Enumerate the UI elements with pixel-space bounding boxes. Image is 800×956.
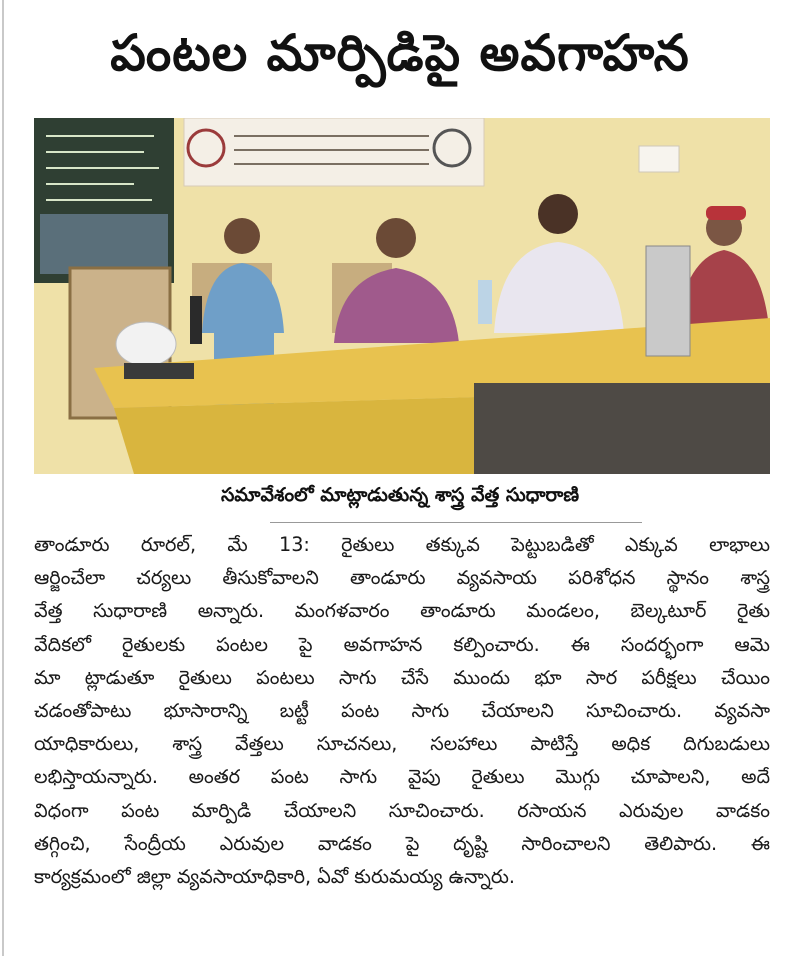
laptop <box>124 363 194 379</box>
article-line: తాండూరు రూరల్, మే 13: రైతులు తక్కువ పెట్టుబడితో ఎక్కువ లాభాలు <box>34 533 770 556</box>
headline: పంటల మార్పిడిపై అవగాహన <box>110 24 690 82</box>
article-line: లభిస్తాయన్నారు. అంతర పంట సాగు వైపు రైతులు మొగ్గు చూపాలని, అదే <box>34 765 770 789</box>
banner <box>184 118 484 186</box>
under-table-shadow <box>474 383 770 474</box>
article-line: వేదికలో రైతులకు పంటల పై అవగాహన కల్పించారు. ఈ సందర్భంగా ఆమె <box>34 632 770 656</box>
article-line: విధంగా పంట మార్పిడి చేయాలని సూచించారు. రసాయన ఎరువుల వాడకం <box>34 798 770 822</box>
article-line: కార్యక్రమంలో జిల్లా వ్యవసాయాధికారి, ఏవో కురుమయ్య ఉన్నారు. <box>34 865 515 889</box>
page-edge-rule <box>2 0 4 956</box>
article-line: మా ట్లాడుతూ రైతులు పంటలు సాగు చేసే ముందు భూ సార పరీక్షలు చేయిం <box>34 665 770 689</box>
wall-switch <box>639 146 679 172</box>
article-line: యాధికారులు, శాస్త్ర వేత్తలు సూచనలు, సలహాలు పాటిస్తే అధిక దిగుబడులు <box>34 732 770 756</box>
news-photo <box>34 118 770 474</box>
article-line: ఆర్జించేలా చర్యలు తీసుకోవాలని తాండూరు వ్యవసాయ పరిశోధన స్థానం శాస్త్ర <box>34 566 770 590</box>
water-bottle <box>478 280 492 324</box>
document-stand <box>646 246 690 356</box>
photo-caption: సమావేశంలో మాట్లాడుతున్న శాస్త్ర వేత్త సుధారాణి <box>220 484 580 506</box>
article-body <box>34 528 770 893</box>
photo-illustration <box>34 118 770 474</box>
caption-divider <box>270 522 642 523</box>
board-photo-strip <box>40 214 168 274</box>
helmet <box>116 322 176 366</box>
article-line: చడంతోపాటు భూసారాన్ని బట్టీ పంట సాగు చేయాలని సూచించారు. వ్యవసా <box>34 699 770 723</box>
article-line: వేత్త సుధారాణి అన్నారు. మంగళవారం తాండూరు మండలం, బెల్కటూర్ రైతు <box>34 599 770 623</box>
article-line: తగ్గించి, సేంద్రీయ ఎరువుల వాడకం పై దృష్టి సారించాలని తెలిపారు. ఈ <box>34 831 770 855</box>
flask <box>190 296 202 344</box>
